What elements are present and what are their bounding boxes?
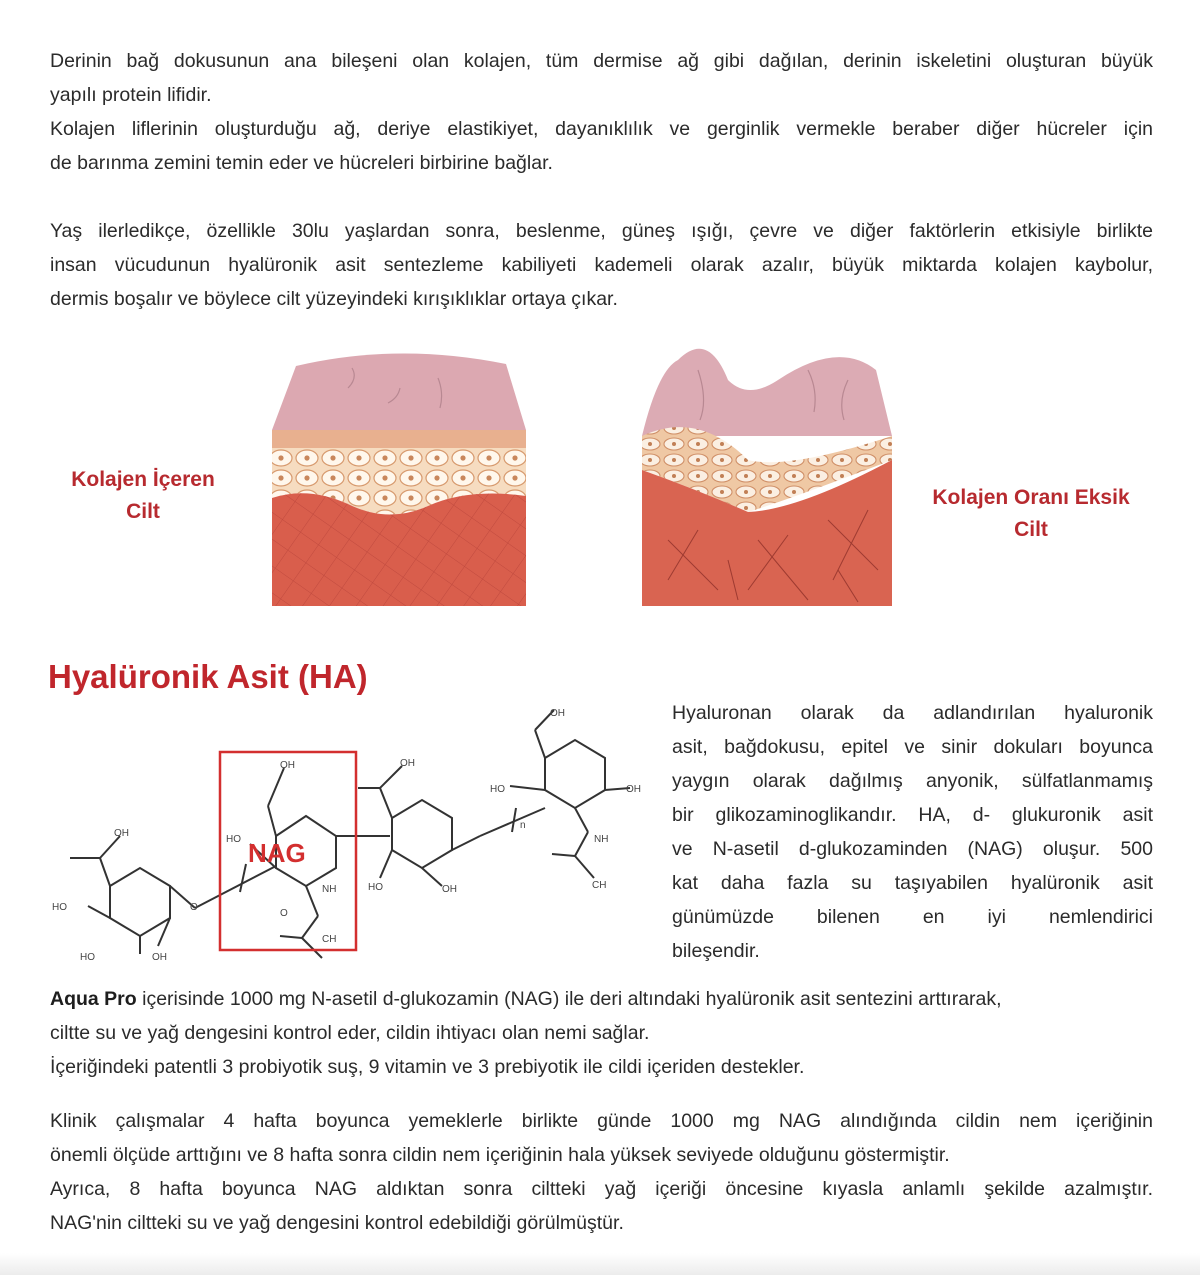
text-line: Hyaluronan olarak da adlandırılan hyaluronik [672,702,1153,724]
ha-description [672,696,1153,968]
molecule-label: O [280,908,288,919]
text-line: Klinik çalışmalar 4 hafta boyunca yemeklerle birlikte günde 1000 mg NAG alındığında cildin nem içeriğinin [50,1110,1153,1132]
aqua-pro-paragraph [50,982,1153,1084]
glucuronic-ring-middle [392,800,452,868]
aged-skin-illustration [638,340,896,606]
text-line: bileşendir. [672,940,760,962]
molecule-label: OH [442,884,457,895]
healthy-skin-illustration [268,348,530,606]
molecule-label: CH [592,880,607,891]
text-line: insan vücudunun hyalüronik asit sentezleme kabiliyeti kademeli olarak azalır, büyük miktarda kolajen kaybolur, [50,254,1153,276]
clinical-paragraph [50,1104,1153,1240]
skin-surface [642,349,892,436]
text-line: günümüzde bilenen en iyi nemlendirici [672,906,1153,928]
molecule-label: HO [226,834,241,845]
intro-paragraph-1 [50,44,1153,180]
text-line: de barınma zemini temin eder ve hücreleri birbirine bağlar. [50,152,553,174]
text-line: Kolajen liflerinin oluşturduğu ağ, deriye elastikiyet, dayanıklılık ve gerginlik vermekle beraber diğer hücreler için [50,118,1153,140]
molecule-label: NH [594,834,609,845]
granular-layer [272,430,526,448]
molecule-label: OH [626,784,641,795]
text-line: önemli ölçüde arttığını ve 8 hafta sonra cildin nem içeriğinin hala yüksek seviyede olduğunu göstermiştir. [50,1144,950,1166]
caption-line: Kolajen İçeren [71,468,215,491]
brand-name: Aqua Pro [50,988,137,1010]
text-line: Yaş ilerledikçe, özellikle 30lu yaşlardan sonra, beslenme, güneş ışığı, çevre ve diğer faktörlerin etkisiyle birlikte [50,220,1153,242]
molecule-label: CH [322,934,337,945]
molecule-label: HO [368,882,383,893]
text-line: NAG'nin ciltteki su ve yağ dengesini kontrol edebildiği görülmüştür. [50,1212,624,1234]
nag-ring-right [545,740,605,808]
text-line: Derinin bağ dokusunun ana bileşeni olan kolajen, tüm dermise ağ gibi dağılan, derinin iskeletini oluşturan büyük [50,50,1153,72]
text-line: bir glikozaminoglikandır. HA, d- glukuronik asit [672,804,1153,826]
text-line: yapılı protein lifidir. [50,84,212,106]
section-heading: Hyalüronik Asit (HA) [48,658,368,695]
nag-label: NAG [248,838,306,868]
glucuronic-ring-left [110,868,170,936]
caption-line: Cilt [1014,518,1048,541]
text-line: ve N-asetil d-glukozaminden (NAG) oluşur. 500 [672,838,1153,860]
text-line: Ayrıca, 8 hafta boyunca NAG aldıktan sonra ciltteki yağ içeriği öncesine kıyasla anlamlı şekilde azalmıştır. [50,1178,1153,1200]
hyaluronic-acid-molecule-diagram [40,696,660,968]
molecule-label: OH [400,758,415,769]
molecule-label: NH [322,884,337,895]
molecule-label: OH [114,828,129,839]
intro-paragraph-2 [50,214,1153,316]
text-line: yaygın olarak dağılmış anyonik, sülfatlanmamış [672,770,1153,792]
molecule-label: HO [80,952,95,963]
caption-low-collagen-skin [918,482,1144,546]
text-line [50,982,1153,1016]
molecule-label: HO [52,902,67,913]
caption-line: Kolajen Oranı Eksik [932,486,1130,509]
molecule-label: HO [490,784,505,795]
molecule-label: OH [280,760,295,771]
text-line: İçeriğindeki patentli 3 probiyotik suş, 9 vitamin ve 3 prebiyotik ile cildi içeriden destekler. [50,1056,805,1078]
molecule-label: OH [152,952,167,963]
molecule-label: OH [550,708,565,719]
text-fragment: içerisinde 1000 mg N-asetil d-glukozamin (NAG) ile deri altındaki hyalüronik asit sentezini arttırarak, [136,988,1002,1010]
text-line: dermis boşalır ve böylece cilt yüzeyindeki kırışıklıklar ortaya çıkar. [50,288,618,310]
text-line: asit, bağdokusu, epitel ve sinir dokuları boyunca [672,736,1153,758]
text-line: ciltte su ve yağ dengesini kontrol eder, cildin ihtiyacı olan nemi sağlar. [50,1022,650,1044]
caption-collagen-skin [50,464,236,528]
page-bottom-edge [0,1253,1200,1275]
caption-line: Cilt [126,500,160,523]
molecule-label: n [520,820,526,831]
text-line: kat daha fazla su taşıyabilen hyalüronik asit [672,872,1153,894]
molecule-label: O [190,902,198,913]
